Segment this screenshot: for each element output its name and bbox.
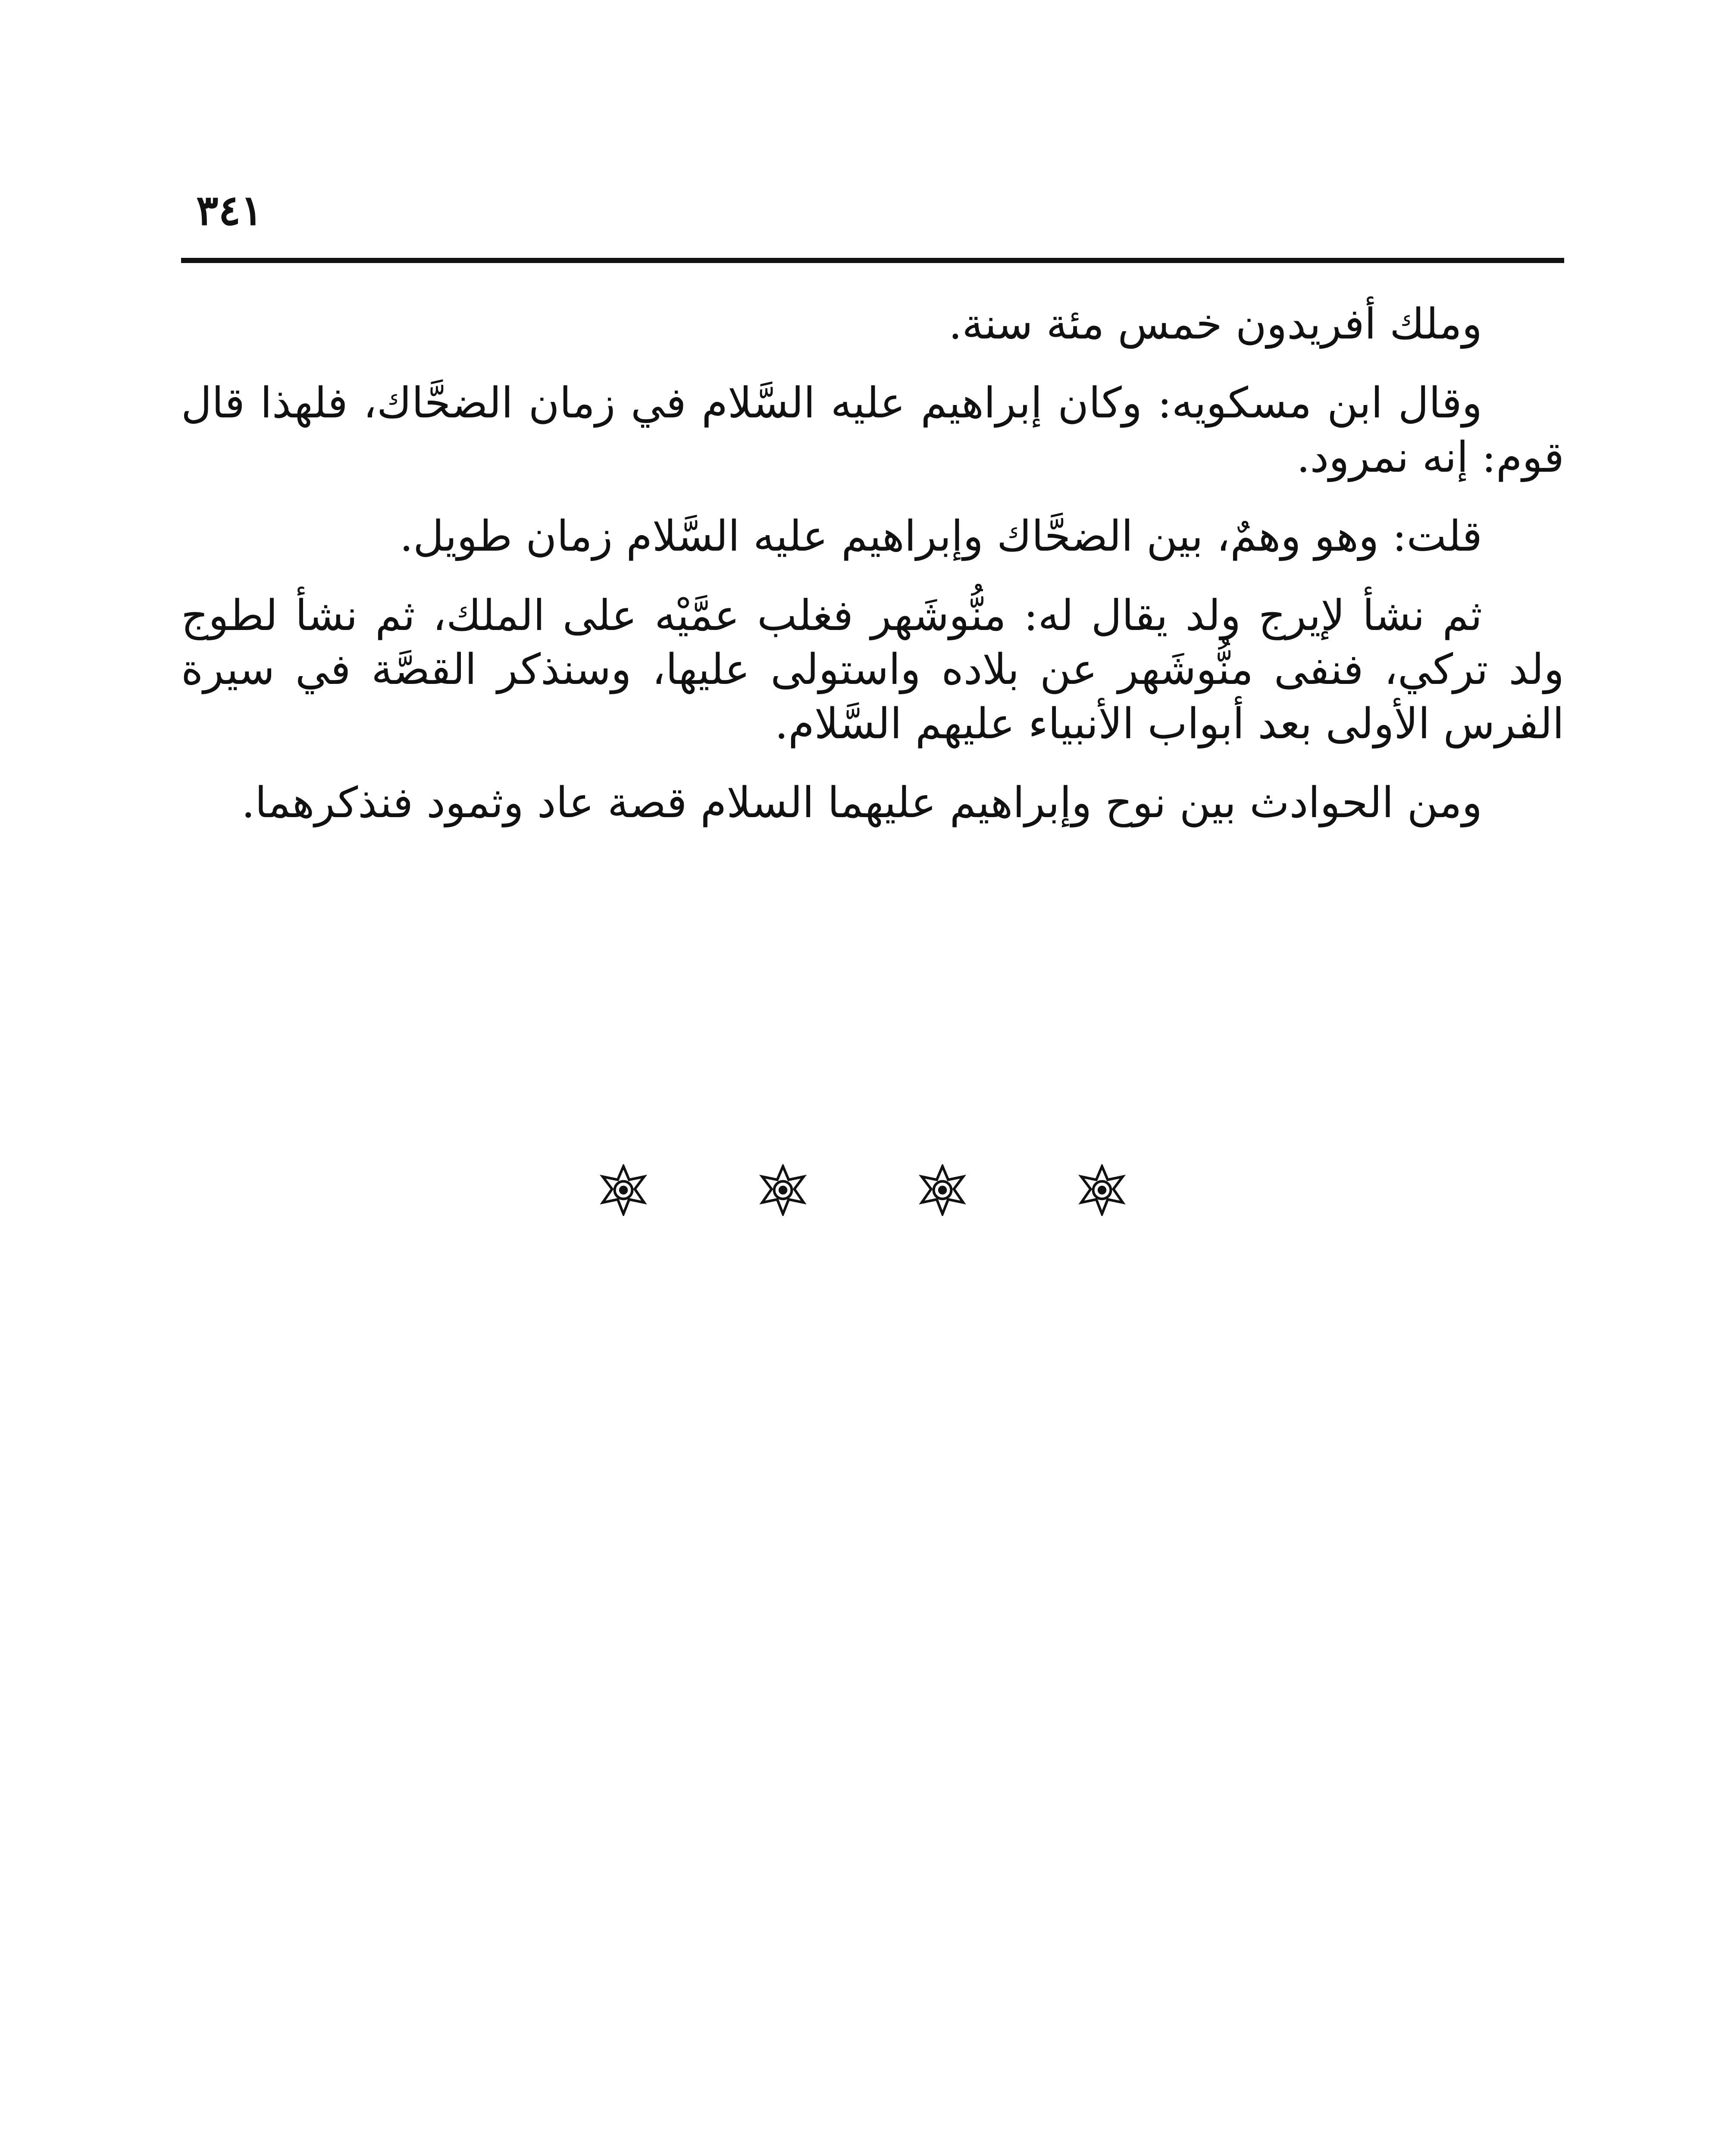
- paragraph-1: وملك أفريدون خمس مئة سنة.: [949, 300, 1482, 349]
- section-end-ornaments: [0, 1164, 1725, 1216]
- paragraph-3: قلت: وهو وهمٌ، بين الضحَّاك وإبراهيم عليه السَّلام زمان طويل.: [399, 512, 1482, 561]
- page-number: ٣٤١: [196, 186, 263, 235]
- paragraph-5: ومن الحوادث بين نوح وإبراهيم عليهما السلام قصة عاد وثمود فنذكرهما.: [241, 778, 1482, 828]
- body-text: [181, 298, 1564, 856]
- star-flower-ornament-icon: [598, 1164, 649, 1216]
- star-flower-ornament-icon: [917, 1164, 968, 1216]
- star-flower-ornament-icon: [757, 1164, 809, 1216]
- paragraph-4: ثم نشأ لإيرج ولد يقال له: منُّوشَهر فغلب عمَّيْه على الملك، ثم نشأ لطوج ولد تركي، فنفى منُّوشَهر عن بلاده واستولى عليها، وسنذكر القصَّة في سيرة الفرس الأولى بعد أبواب الأنبياء عليهم السَّلام.: [181, 591, 1564, 749]
- paragraph-2: وقال ابن مسكويه: وكان إبراهيم عليه السَّلام في زمان الضحَّاك، فلهذا قال قوم: إنه نمرود.: [181, 379, 1564, 482]
- header-rule: [181, 258, 1564, 263]
- star-flower-ornament-icon: [1076, 1164, 1128, 1216]
